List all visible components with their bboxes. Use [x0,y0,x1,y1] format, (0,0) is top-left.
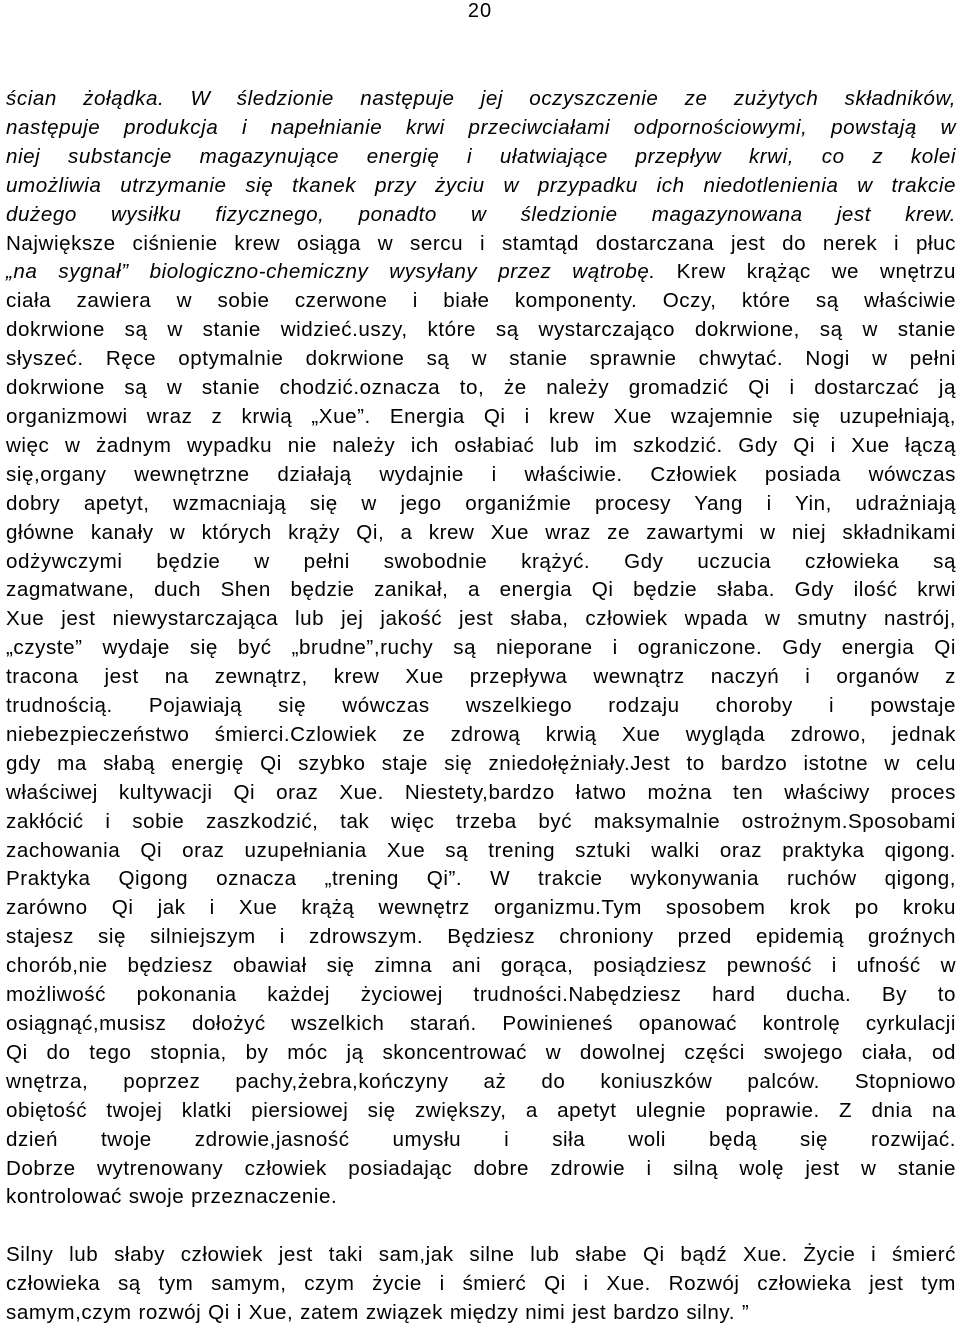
text-line: człowieka są tym samym, czym życie i śmierć Qi i Xue. Rozwój człowieka jest tym [6,1272,956,1296]
text-line: się,organy wewnętrzne działają wydajnie i właściwie. Człowiek posiada wówczas [6,462,956,486]
text-line: osiągnąć,musisz dołożyć wszelkich starań. Powinieneś opanować kontrolę cyrkulacji [6,1012,956,1035]
text-line: stajesz się silniejszym i zdrowszym. Będziesz chroniony przed epidemią groźnych [6,925,956,949]
text-line: zachowania Qi oraz uzupełniania Xue są trening sztuki walki oraz praktyka qigong. [6,838,956,862]
text-line: ciała zawiera w sobie czerwone i białe komponenty. Oczy, które są właściwie [6,289,956,313]
text-line: następuje produkcja i napełnianie krwi przeciwciałami odpornościowymi, powstają w [6,115,956,139]
text-line: wnętrza, poprzez pachy,żebra,kończyny aż do koniuszków palców. Stopniowo [6,1069,956,1093]
text-line: zarówno Qi jak i Xue krążą wewnętrz organizmu.Tym sposobem krok po kroku [6,896,956,920]
text-line: dużego wysiłku fizycznego, ponadto w śledzionie magazynowana jest krew. [6,202,956,226]
text-line: „czyste” wydaje się być „brudne”,ruchy są nieporane i ograniczone. Gdy energia Qi [6,636,956,660]
text-line: Dobrze wytrenowany człowiek posiadając dobre zdrowie i silną wolę jest w stanie [6,1156,956,1180]
text-line: umożliwia utrzymanie się tkanek przy życiu w przypadku ich niedotlenienia w trakcie [6,173,956,197]
paragraph-closing [6,1241,956,1328]
text-line: Praktyka Qigong oznacza „trening Qi”. W trakcie wykonywania ruchów qigong, [6,867,956,891]
body-text [6,85,956,1328]
text-fragment: „na sygnał” biologiczno-chemiczny wysyłany przez wątrobę. [6,260,656,284]
text-line: samym,czym rozwój Qi i Xue, zatem związek między nimi jest bardzo silny. ” [6,1301,750,1325]
text-line: organizmowi wraz z krwią „Xue”. Energia Qi i krew Xue wzajemnie się uzupełniają, [6,404,956,428]
paragraph-main [6,85,956,1212]
text-line-mixed [6,258,956,287]
text-line: tracona jest na zewnątrz, krew Xue przepływa wewnątrz naczyń i organów z [6,665,956,689]
text-line: gdy ma słabą energię Qi szybko staje się zniedołężniały.Jest to bardzo istotne w celu [6,751,956,775]
text-line: trudnością. Pojawiają się wówczas wszelkiego rodzaju choroby i powstaje [6,694,956,718]
text-line: dokrwione są w stanie widzieć.uszy, które są wystarczająco dokrwione, są w stanie [6,318,956,342]
text-line: Silny lub słaby człowiek jest taki sam,jak silne lub słabe Qi bądź Xue. Życie i śmierć [6,1243,956,1267]
text-line: Największe ciśnienie krew osiąga w sercu i stamtąd dostarczana jest do nerek i płuc [6,231,956,255]
text-line: kontrolować swoje przeznaczenie. [6,1185,338,1209]
text-line: dokrwione są w stanie chodzić.oznacza to, że należy gromadzić Qi i dostarczać ją [6,376,956,400]
text-line: właściwej kultywacji Qi oraz Xue. Niestety,bardzo łatwo można ten właściwy proces [6,780,956,804]
text-line: ścian żołądka. W śledzionie następuje jej oczyszczenie ze zużytych składników, [6,87,956,110]
text-line: Xue jest niewystarczająca lub jej jakość jest słaba, człowiek wpada w smutny nastrój, [6,607,956,631]
text-line: słyszeć. Ręce optymalnie dokrwione są w stanie sprawnie chwytać. Nogi w pełni [6,347,956,371]
text-line: zagmatwane, duch Shen będzie zanikał, a energia Qi będzie słaba. Gdy ilość krwi [6,578,956,602]
text-line: zakłócić i sobie zaszkodzić, tak więc trzeba być maksymalnie ostrożnym.Sposobami [6,809,956,833]
text-line: odżywczymi będzie w pełni swobodnie krążyć. Gdy uczucia człowieka są [6,549,956,573]
text-line: dzień twoje zdrowie,jasność umysłu i siła woli będą się rozwijać. [6,1127,956,1151]
text-line: możliwość pokonania każdej życiowej trudności.Nabędziesz hard ducha. By to [6,983,956,1007]
page-number: 20 [467,0,493,22]
text-line: więc w żadnym wypadku nie należy ich osłabiać lub im szkodzić. Gdy Qi i Xue łączą [6,433,956,457]
text-line: Qi do tego stopnia, by móc ją skoncentrować w dowolnej części swojego ciała, od [6,1040,956,1064]
text-line: główne kanały w których krąży Qi, a krew Xue wraz ze zawartymi w niej składnikami [6,520,956,544]
text-fragment: Krew krążąc we wnętrzu [655,260,956,284]
text-line: dobry apetyt, wzmacniają się w jego organiźmie procesy Yang i Yin, udrażniają [6,491,956,515]
text-line: niebezpieczeństwo śmierci.Czlowiek ze zdrową krwią Xue wygląda zdrowo, jednak [6,722,956,746]
text-line: obiętość twojej klatki piersiowej się zwiększy, a apetyt ulegnie poprawie. Z dnia na [6,1098,956,1122]
text-line: chorób,nie będziesz obawiał się zimna ani gorąca, posiądziesz pewność i ufność w [6,954,956,978]
text-line: niej substancje magazynujące energię i ułatwiające przepływ krwi, co z kolei [6,144,956,168]
